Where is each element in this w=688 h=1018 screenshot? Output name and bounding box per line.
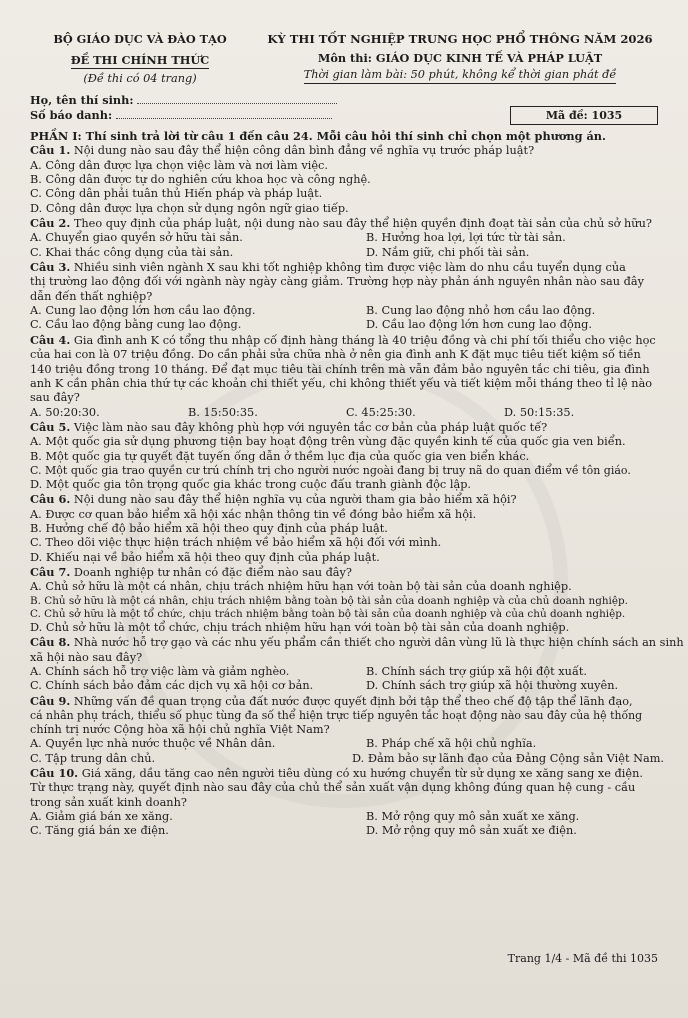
q8-option-d: D. Chính sách trợ giúp xã hội thường xuyên.	[366, 679, 619, 693]
question-4: Câu 4. Gia đình anh K có tổng thu nhập cố định hàng tháng là 40 triệu đồng và chi phí tối thiểu cho việc học	[30, 332, 656, 347]
q4-line-4: anh K cần phân chia thứ tự các khoản chi thiết yếu, chi không thiết yếu và tiết kiệm mỗi tháng theo tỉ lệ nào	[30, 376, 653, 390]
question-3: Câu 3. Nhiều sinh viên ngành X sau khi tốt nghiệp không tìm được việc làm do nhu cầu tuyển dụng của	[30, 260, 626, 275]
q4-option-a: A. 50:20:30.	[30, 405, 100, 419]
q9-option-c: C. Tập trung dân chủ.	[30, 751, 156, 765]
q9-option-a: A. Quyền lực nhà nước thuộc về Nhân dân.	[30, 737, 276, 751]
q8-option-c: C. Chính sách bảo đảm các dịch vụ xã hội cơ bản.	[30, 679, 314, 693]
questions-section	[30, 129, 684, 839]
name-blank	[137, 95, 337, 104]
question-7: Câu 7. Doanh nghiệp tư nhân có đặc điểm nào sau đây?	[30, 564, 352, 579]
q3-option-b: B. Cung lao động nhỏ hơn cầu lao động.	[366, 304, 596, 318]
q1-option-a: A. Công dân được lựa chọn việc làm và nơi làm việc.	[30, 158, 328, 172]
q2-option-b: B. Hưởng hoa lợi, lợi tức từ tài sản.	[366, 231, 566, 245]
candidate-name-row: Họ, tên thí sinh:	[30, 93, 660, 108]
q2-option-d: D. Nắm giữ, chi phối tài sản.	[366, 245, 530, 259]
q1-option-b: B. Công dân được tự do nghiên cứu khoa học và công nghệ.	[30, 173, 371, 187]
q1-option-c: C. Công dân phải tuân thủ Hiến pháp và pháp luật.	[30, 187, 323, 201]
question-8: Câu 8. Nhà nước hỗ trợ gạo và các nhu yếu phẩm cần thiết cho người dân vùng lũ là thực hiện chính sách an sinh	[30, 635, 684, 650]
q4-line-5: sau đây?	[30, 391, 80, 405]
question-9: Câu 9. Những vấn đề quan trọng của đất nước được quyết định bởi tập thể theo chế độ tập thể lãnh đạo,	[30, 693, 633, 708]
q7-option-a: A. Chủ sở hữu là một cá nhân, chịu trách nhiệm hữu hạn với toàn bộ tài sản của doanh nghiệp.	[30, 580, 572, 594]
official-label: ĐỀ THI CHÍNH THỨC	[40, 53, 240, 69]
q10-option-a: A. Giảm giá bán xe xăng.	[30, 810, 173, 823]
q4-option-c: C. 45:25:30.	[346, 405, 416, 419]
q4-option-b: B. 15:50:35.	[188, 405, 258, 419]
question-10: Câu 10. Giá xăng, dầu tăng cao nên người tiêu dùng có xu hướng chuyển từ sử dụng xe xăng sang xe điện.	[30, 765, 643, 780]
q4-line-2: của hai con là 07 triệu đồng. Do cần phải sửa chữa nhà ở nên gia đình anh K đặt mục tiêu tiết kiệm số tiền	[30, 348, 641, 362]
q1-option-d: D. Công dân được lựa chọn sử dụng ngôn ngữ giao tiếp.	[30, 201, 349, 215]
q5-option-c: C. Một quốc gia trao quyền cư trú chính trị cho người nước ngoài đang bị truy nã do quan điểm về tôn giáo.	[30, 463, 631, 477]
q8-option-a: A. Chính sách hỗ trợ việc làm và giảm nghèo.	[30, 665, 290, 679]
q9-line-2: cá nhân phụ trách, thiểu số phục tùng đa số thể hiện trực tiếp nguyên tắc hoạt động nào sau đây của hệ thống	[30, 709, 643, 723]
ministry-name: BỘ GIÁO DỤC VÀ ĐÀO TẠO	[53, 32, 227, 46]
q3-option-a: A. Cung lao động lớn hơn cầu lao động.	[30, 304, 256, 318]
q4-option-d: D. 50:15:35.	[504, 405, 575, 419]
question-6: Câu 6. Nội dung nào sau đây thể hiện nghĩa vụ của người tham gia bảo hiểm xã hội?	[30, 492, 517, 507]
q3-line-2: thị trường lao động đối với ngành này ngày càng giảm. Trường hợp này phản ánh nguyên nhân nào sau đây	[30, 275, 644, 289]
q10-option-b: B. Mở rộng quy mô sản xuất xe xăng.	[366, 810, 580, 823]
page-count: (Đề thi có 04 trang)	[83, 72, 197, 85]
exam-title: KỲ THI TỐT NGHIỆP TRUNG HỌC PHỔ THÔNG NĂM 2026	[267, 32, 653, 46]
part-heading: PHẦN I: Thí sinh trả lời từ câu 1 đến câu 24. Mỗi câu hỏi thí sinh chỉ chọn một phương án.	[30, 129, 606, 143]
q8-option-b: B. Chính sách trợ giúp xã hội đột xuất.	[366, 665, 588, 679]
q10-line-3: trong sản xuất kinh doanh?	[30, 795, 187, 809]
q10-line-2: Từ thực trạng này, quyết định nào sau đây của chủ thể sản xuất vận dụng không đúng quan hệ cung - cầu	[30, 781, 636, 795]
q6-option-d: D. Khiếu nại về bảo hiểm xã hội theo quy định của pháp luật.	[30, 550, 380, 564]
q6-option-b: B. Hưởng chế độ bảo hiểm xã hội theo quy định của pháp luật.	[30, 521, 388, 535]
q3-option-c: C. Cầu lao động bằng cung lao động.	[30, 318, 242, 332]
exam-subject: Môn thi: GIÁO DỤC KINH TẾ VÀ PHÁP LUẬT	[317, 51, 603, 65]
question-1: Câu 1. Nội dung nào sau đây thể hiện công dân bình đẳng về nghĩa vụ trước pháp luật?	[30, 143, 535, 158]
question-5: Câu 5. Việc làm nào sau đây không phù hợp với nguyên tắc cơ bản của pháp luật quốc tế?	[30, 419, 548, 434]
id-blank	[116, 110, 332, 119]
q3-option-d: D. Cầu lao động lớn hơn cung lao động.	[366, 318, 592, 332]
exam-header	[0, 0, 688, 92]
q7-option-d: D. Chủ sở hữu là một tổ chức, chịu trách nhiệm hữu hạn với toàn bộ tài sản của doanh nghiệp.	[30, 621, 570, 635]
exam-code-box: Mã đề: 1035	[510, 106, 658, 125]
q5-option-b: B. Một quốc gia tự quyết đặt tuyến ống dẫn ở thềm lục địa của quốc gia ven biển khác.	[30, 449, 530, 463]
q2-option-c: C. Khai thác công dụng của tài sản.	[30, 245, 234, 259]
q5-option-d: D. Một quốc gia tôn trọng quốc gia khác trong cuộc đấu tranh giành độc lập.	[30, 477, 472, 491]
question-2: Câu 2. Theo quy định của pháp luật, nội dung nào sau đây thể hiện quyền định đoạt tài sản của chủ sở hữu?	[30, 216, 652, 231]
q9-line-3: chính trị nước Cộng hòa xã hội chủ nghĩa Việt Nam?	[30, 722, 330, 736]
q7-option-b: B. Chủ sở hữu là một cá nhân, chịu trách nhiệm bằng toàn bộ tài sản của doanh nghiệp và của chủ doanh nghiệp.	[30, 594, 628, 607]
q10-option-d: D. Mở rộng quy mô sản xuất xe điện.	[366, 824, 577, 838]
q5-option-a: A. Một quốc gia sử dụng phương tiện bay hoạt động trên vùng đặc quyền kinh tế của quốc gia ven biển.	[30, 435, 626, 449]
q7-option-c: C. Chủ sở hữu là một tổ chức, chịu trách nhiệm bằng toàn bộ tài sản của doanh nghiệp và của chủ doanh nghiệp.	[30, 607, 626, 620]
q10-option-c: C. Tăng giá bán xe điện.	[30, 824, 169, 838]
candidate-id-row: Số báo danh:	[30, 108, 660, 123]
q4-line-3: 140 triệu đồng trong 10 tháng. Để đạt mục tiêu tài chính trên mà vẫn đảm bảo nguyên tắc chi tiêu, gia đình	[30, 362, 650, 376]
q9-option-b: B. Pháp chế xã hội chủ nghĩa.	[366, 737, 537, 751]
exam-time: Thời gian làm bài: 50 phút, không kể thời gian phát đề	[262, 68, 658, 84]
q2-option-a: A. Chuyển giao quyền sở hữu tài sản.	[30, 231, 243, 245]
q3-line-3: dẫn đến thất nghiệp?	[30, 289, 153, 303]
q6-option-a: A. Được cơ quan bảo hiểm xã hội xác nhận thông tin về đóng bảo hiểm xã hội.	[30, 507, 477, 521]
q6-option-c: C. Theo dõi việc thực hiện trách nhiệm về bảo hiểm xã hội đối với mình.	[30, 536, 442, 550]
page-footer: Trang 1/4 - Mã đề thi 1035	[507, 952, 658, 965]
q9-option-d: D. Đảm bảo sự lãnh đạo của Đảng Cộng sản Việt Nam.	[352, 751, 664, 765]
q8-line-2: xã hội nào sau đây?	[30, 650, 143, 664]
